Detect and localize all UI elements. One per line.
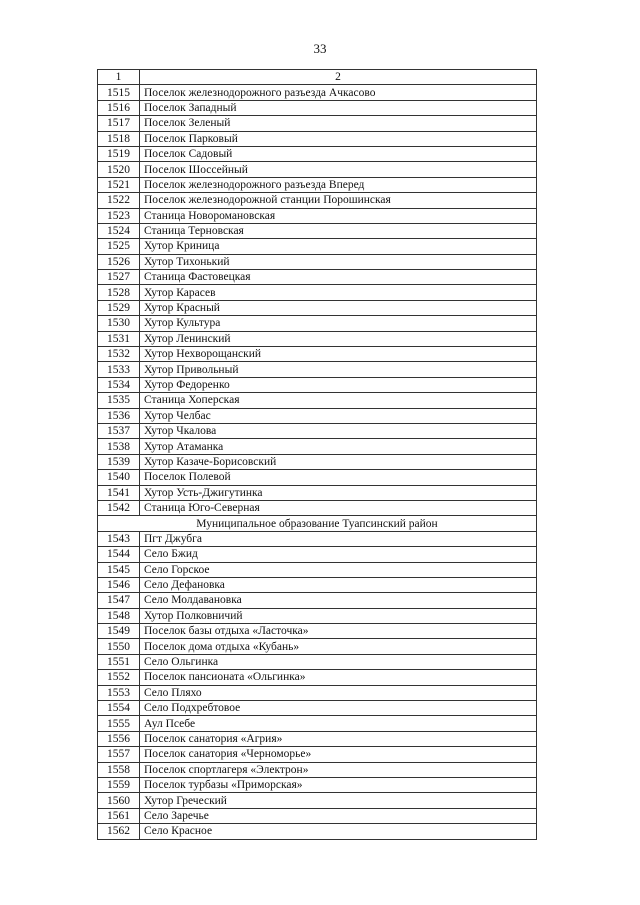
table-row [98, 223, 537, 238]
settlement-name: Хутор Криница [140, 239, 537, 254]
row-number: 1545 [98, 562, 140, 577]
settlement-name: Станица Фастовецкая [140, 270, 537, 285]
row-number: 1516 [98, 100, 140, 115]
table-row [98, 454, 537, 469]
row-number: 1525 [98, 239, 140, 254]
settlement-name: Село Пляхо [140, 685, 537, 700]
table-row [98, 208, 537, 223]
table-row [98, 716, 537, 731]
settlement-name: Поселок Садовый [140, 146, 537, 161]
table-row [98, 608, 537, 623]
table-row [98, 808, 537, 823]
table-row [98, 362, 537, 377]
row-number: 1528 [98, 285, 140, 300]
settlement-name: Аул Псебе [140, 716, 537, 731]
row-number: 1520 [98, 162, 140, 177]
table-row [98, 131, 537, 146]
row-number: 1524 [98, 223, 140, 238]
table-row [98, 762, 537, 777]
row-number: 1536 [98, 408, 140, 423]
row-number: 1553 [98, 685, 140, 700]
row-number: 1522 [98, 193, 140, 208]
settlement-name: Поселок Шоссейный [140, 162, 537, 177]
settlement-name: Станица Юго-Северная [140, 500, 537, 515]
row-number: 1527 [98, 270, 140, 285]
settlement-name: Хутор Тихонький [140, 254, 537, 269]
row-number: 1521 [98, 177, 140, 192]
row-number: 1529 [98, 300, 140, 315]
settlement-name: Поселок турбазы «Приморская» [140, 777, 537, 792]
table-row [98, 824, 537, 839]
row-number: 1534 [98, 377, 140, 392]
column-header-name: 2 [140, 70, 537, 85]
row-number: 1543 [98, 531, 140, 546]
section-title: Муниципальное образование Туапсинский район [98, 516, 537, 531]
settlement-name: Село Ольгинка [140, 654, 537, 669]
table-row [98, 177, 537, 192]
table-row [98, 100, 537, 115]
table-row [98, 731, 537, 746]
row-number: 1532 [98, 347, 140, 362]
row-number: 1554 [98, 701, 140, 716]
table-row [98, 285, 537, 300]
table-row [98, 162, 537, 177]
settlement-name: Хутор Усть-Джигутинка [140, 485, 537, 500]
row-number: 1548 [98, 608, 140, 623]
settlement-name: Поселок Полевой [140, 470, 537, 485]
settlement-name: Село Горское [140, 562, 537, 577]
table-row [98, 670, 537, 685]
settlement-name: Село Дефановка [140, 577, 537, 592]
settlement-name: Поселок Зеленый [140, 116, 537, 131]
table-row [98, 577, 537, 592]
row-number: 1560 [98, 793, 140, 808]
settlement-name: Хутор Казаче-Борисовский [140, 454, 537, 469]
row-number: 1517 [98, 116, 140, 131]
settlement-name: Хутор Привольный [140, 362, 537, 377]
row-number: 1515 [98, 85, 140, 100]
table-row [98, 239, 537, 254]
row-number: 1558 [98, 762, 140, 777]
settlement-name: Поселок санатория «Черноморье» [140, 747, 537, 762]
settlement-name: Село Молдавановка [140, 593, 537, 608]
row-number: 1555 [98, 716, 140, 731]
page-number: 33 [313, 41, 327, 56]
settlement-name: Хутор Чкалова [140, 423, 537, 438]
settlement-name: Станица Терновская [140, 223, 537, 238]
table-row [98, 777, 537, 792]
row-number: 1533 [98, 362, 140, 377]
settlement-name: Поселок железнодорожного разъезда Ачкасово [140, 85, 537, 100]
row-number: 1541 [98, 485, 140, 500]
row-number: 1535 [98, 393, 140, 408]
table-row [98, 593, 537, 608]
settlement-name: Поселок железнодорожного разъезда Вперед [140, 177, 537, 192]
section-row [98, 516, 537, 531]
settlement-name: Село Красное [140, 824, 537, 839]
table-row [98, 562, 537, 577]
settlement-name: Село Заречье [140, 808, 537, 823]
row-number: 1546 [98, 577, 140, 592]
table-row [98, 316, 537, 331]
row-number: 1539 [98, 454, 140, 469]
settlement-name: Станица Новоромановская [140, 208, 537, 223]
table-row [98, 85, 537, 100]
table-row [98, 793, 537, 808]
row-number: 1559 [98, 777, 140, 792]
column-header-number: 1 [98, 70, 140, 85]
row-number: 1544 [98, 547, 140, 562]
settlement-name: Хутор Челбас [140, 408, 537, 423]
settlement-name: Хутор Карасев [140, 285, 537, 300]
row-number: 1519 [98, 146, 140, 161]
row-number: 1561 [98, 808, 140, 823]
row-number: 1540 [98, 470, 140, 485]
settlement-name: Село Бжид [140, 547, 537, 562]
table-row [98, 270, 537, 285]
table-row [98, 747, 537, 762]
settlement-name: Хутор Культура [140, 316, 537, 331]
table-row [98, 254, 537, 269]
settlement-name: Поселок железнодорожной станции Порошинская [140, 193, 537, 208]
table-row [98, 500, 537, 515]
row-number: 1557 [98, 747, 140, 762]
settlement-name: Хутор Атаманка [140, 439, 537, 454]
row-number: 1523 [98, 208, 140, 223]
row-number: 1518 [98, 131, 140, 146]
table-row [98, 377, 537, 392]
table-row [98, 485, 537, 500]
settlement-name: Поселок Западный [140, 100, 537, 115]
settlement-name: Станица Хоперская [140, 393, 537, 408]
settlement-name: Хутор Ленинский [140, 331, 537, 346]
table-row [98, 654, 537, 669]
table-row [98, 701, 537, 716]
table-row [98, 331, 537, 346]
table-row [98, 393, 537, 408]
settlement-name: Хутор Греческий [140, 793, 537, 808]
settlements-table [97, 69, 537, 840]
table-row [98, 193, 537, 208]
settlement-name: Хутор Красный [140, 300, 537, 315]
settlement-name: Поселок дома отдыха «Кубань» [140, 639, 537, 654]
row-number: 1526 [98, 254, 140, 269]
settlement-name: Хутор Нехворощанский [140, 347, 537, 362]
row-number: 1547 [98, 593, 140, 608]
settlement-name: Село Подхребтовое [140, 701, 537, 716]
settlement-name: Хутор Полковничий [140, 608, 537, 623]
table-row [98, 439, 537, 454]
table-row [98, 685, 537, 700]
settlement-name: Хутор Федоренко [140, 377, 537, 392]
row-number: 1552 [98, 670, 140, 685]
table-row [98, 116, 537, 131]
table-row [98, 531, 537, 546]
settlement-name: Поселок базы отдыха «Ласточка» [140, 624, 537, 639]
settlement-name: Поселок спортлагеря «Электрон» [140, 762, 537, 777]
table-row [98, 347, 537, 362]
table-row [98, 624, 537, 639]
row-number: 1538 [98, 439, 140, 454]
table-row [98, 300, 537, 315]
row-number: 1550 [98, 639, 140, 654]
row-number: 1537 [98, 423, 140, 438]
row-number: 1556 [98, 731, 140, 746]
row-number: 1549 [98, 624, 140, 639]
table-row [98, 408, 537, 423]
row-number: 1551 [98, 654, 140, 669]
table-row [98, 470, 537, 485]
table-header-row [98, 70, 537, 85]
table-row [98, 423, 537, 438]
settlement-name: Поселок санатория «Агрия» [140, 731, 537, 746]
table-row [98, 146, 537, 161]
row-number: 1562 [98, 824, 140, 839]
table-row [98, 639, 537, 654]
settlement-name: Пгт Джубга [140, 531, 537, 546]
settlement-name: Поселок пансионата «Ольгинка» [140, 670, 537, 685]
settlement-name: Поселок Парковый [140, 131, 537, 146]
row-number: 1531 [98, 331, 140, 346]
row-number: 1542 [98, 500, 140, 515]
row-number: 1530 [98, 316, 140, 331]
table-row [98, 547, 537, 562]
